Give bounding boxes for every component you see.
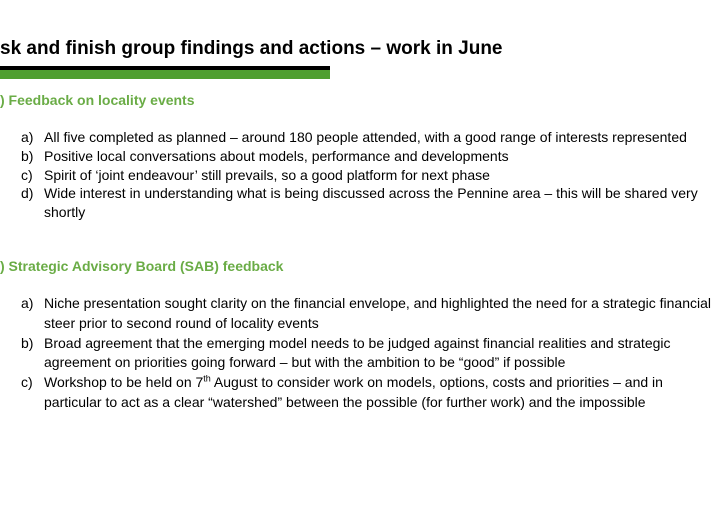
- list-item-text: Broad agreement that the emerging model needs to be judged against financial realities and strategic agreement on priorities going forward – but with the ambition to be “good” if possible: [44, 334, 671, 371]
- list-item-text: All five completed as planned – around 180 people attended, with a good range of interests represented: [44, 129, 687, 145]
- list-item: [0, 334, 720, 374]
- list-item-text: Positive local conversations about models, performance and developments: [44, 147, 509, 164]
- list-marker: c): [21, 166, 33, 183]
- list-item-text: [44, 374, 663, 410]
- section-heading-locality-events: ) Feedback on locality events: [0, 92, 195, 108]
- list-item: [0, 373, 720, 413]
- list-marker: d): [21, 185, 34, 202]
- list-marker: c): [21, 374, 33, 391]
- list-item: [0, 166, 720, 185]
- list-marker: a): [21, 295, 34, 311]
- list-item-text: Spirit of ‘joint endeavour’ still prevails, so a good platform for next phase: [44, 166, 490, 183]
- list-item-text-after: August to consider work on models, options, costs and priorities – and in particular to act as a clear “watershed” between the possible (for further work) and the impossible: [44, 374, 663, 410]
- locality-events-list: [0, 128, 720, 222]
- list-item: [0, 147, 720, 166]
- list-marker: b): [21, 334, 34, 351]
- list-marker: a): [21, 129, 34, 145]
- list-item-text: Niche presentation sought clarity on the financial envelope, and highlighted the need for a strategic financial steer prior to second round of locality events: [44, 295, 711, 331]
- page-title: sk and finish group findings and actions – work in June: [0, 38, 503, 59]
- list-item: [0, 128, 720, 147]
- sab-feedback-list: [0, 294, 720, 413]
- title-underline-green: [0, 70, 330, 79]
- section-heading-sab-feedback: ) Strategic Advisory Board (SAB) feedback: [0, 258, 284, 274]
- list-item-text: Wide interest in understanding what is being discussed across the Pennine area – this will be shared very shortly: [44, 185, 698, 221]
- list-marker: b): [21, 147, 34, 164]
- list-item: [0, 184, 720, 222]
- ordinal-superscript: th: [203, 373, 211, 384]
- list-item: [0, 294, 720, 334]
- list-item-text-before: Workshop to be held on 7: [44, 374, 204, 391]
